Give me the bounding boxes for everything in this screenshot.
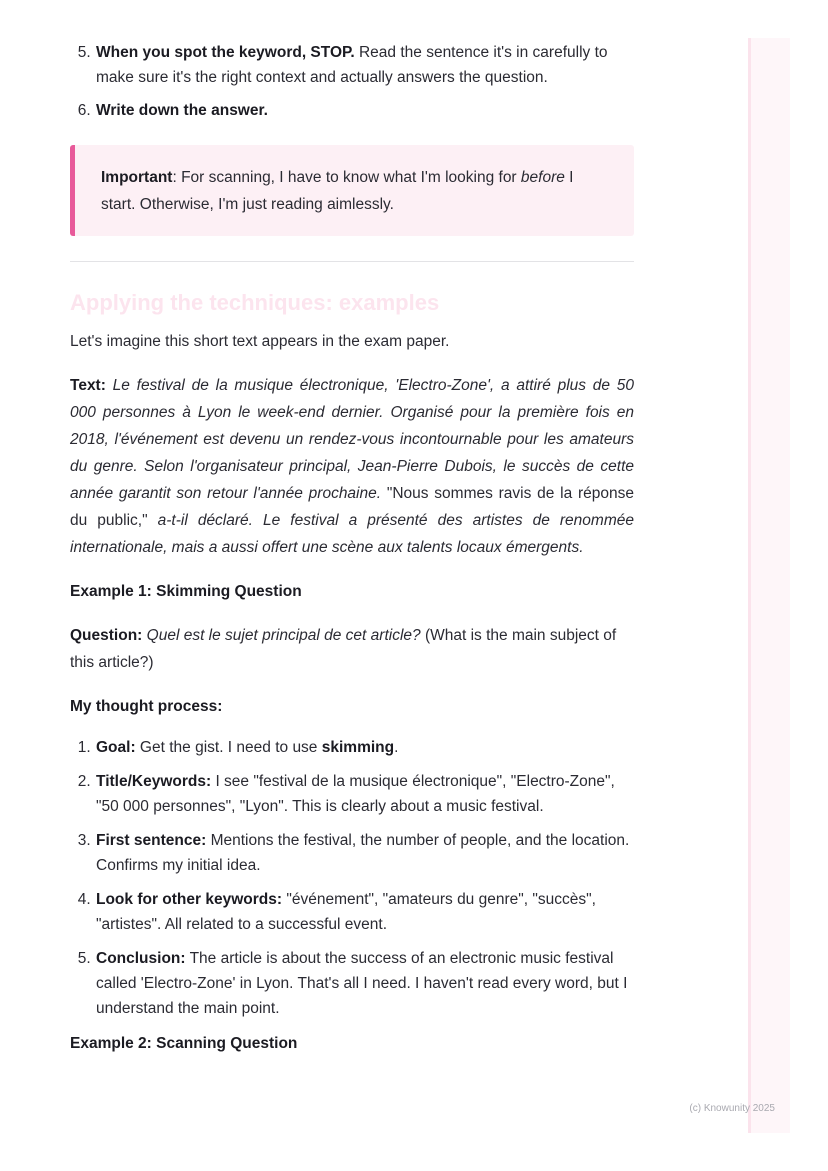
step-strong: skimming [321, 739, 395, 756]
question-translation: (What is the main subject of this article?) [70, 627, 617, 671]
list-item-bold: Write down the answer. [96, 102, 268, 119]
step-label: Look for other keywords: [96, 891, 283, 908]
step-text: The article is about the success of an electronic music festival called 'Electro-Zone' in Lyon. That's all I need. I haven't read every word, but I understand the main point. [96, 950, 628, 1017]
step-label: Conclusion: [96, 950, 186, 967]
important-callout [70, 145, 634, 236]
step-text: Get the gist. I need to use [135, 739, 322, 756]
step-text: Mentions the festival, the number of people, and the location. Confirms my initial idea. [96, 832, 630, 874]
step-text: "événement", "amateurs du genre", "succès", "artistes". All related to a successful event. [96, 891, 596, 933]
callout-emphasis: before [520, 169, 565, 186]
step-label: Goal: [96, 739, 136, 756]
step-label: Title/Keywords: [96, 773, 212, 790]
step-text: I see "festival de la musique électronique", "Electro-Zone", "50 000 personnes", "Lyon". This is clearly about a music festival. [96, 773, 615, 815]
text-quote: "Nous sommes ravis de la réponse du public," [70, 485, 634, 529]
thought-process-heading: My thought process: [70, 698, 223, 715]
callout-text-before: : For scanning, I have to know what I'm looking for [172, 169, 521, 186]
steps-list-continued [70, 38, 634, 123]
question-text: Quel est le sujet principal de cet article? [146, 627, 421, 644]
section-heading: Applying the techniques: examples [70, 290, 440, 315]
list-item [95, 735, 634, 760]
copyright-footer: (c) Knowunity 2025 [689, 1103, 775, 1114]
section-divider [70, 261, 634, 262]
side-divider-line [748, 38, 751, 1133]
text-body-part1: Le festival de la musique électronique, 'Electro-Zone', a attiré plus de 50 000 personnes à Lyon le week-end dernier. Organisé pour la première fois en 2018, l'événement est devenu un rendez-vous incontournable pour les amateurs du genre. Selon l'organisateur principal, Jean-Pierre Dubois, le succès de cette année garantit son retour l'année prochaine. [70, 377, 634, 502]
list-item [95, 40, 634, 90]
question-label: Question: [70, 627, 143, 644]
intro-paragraph: Let's imagine this short text appears in the exam paper. [70, 333, 450, 350]
example1-question [70, 622, 634, 676]
callout-label: Important [101, 169, 173, 186]
step-tail: . [394, 739, 399, 756]
callout-text-after: I start. Otherwise, I'm just reading aimlessly. [101, 169, 574, 213]
list-item [95, 946, 634, 1021]
list-item [95, 98, 634, 123]
example2-heading: Example 2: Scanning Question [70, 1035, 298, 1052]
example1-heading: Example 1: Skimming Question [70, 583, 302, 600]
list-item-bold: When you spot the keyword, STOP. [96, 44, 355, 61]
text-body-part2: a-t-il déclaré. Le festival a présenté des artistes de renommée internationale, mais a aussi offert une scène aux talents locaux émergents. [70, 512, 634, 556]
french-text-passage [70, 372, 634, 561]
list-item [95, 828, 634, 878]
page-content [70, 38, 634, 1056]
list-item [95, 769, 634, 819]
text-label: Text: [70, 377, 106, 394]
step-label: First sentence: [96, 832, 207, 849]
thought-steps-list [70, 735, 634, 1021]
list-item-text: Read the sentence it's in carefully to make sure it's the right context and actually answers the question. [96, 44, 608, 86]
side-panel [748, 38, 790, 1133]
list-item [95, 887, 634, 937]
